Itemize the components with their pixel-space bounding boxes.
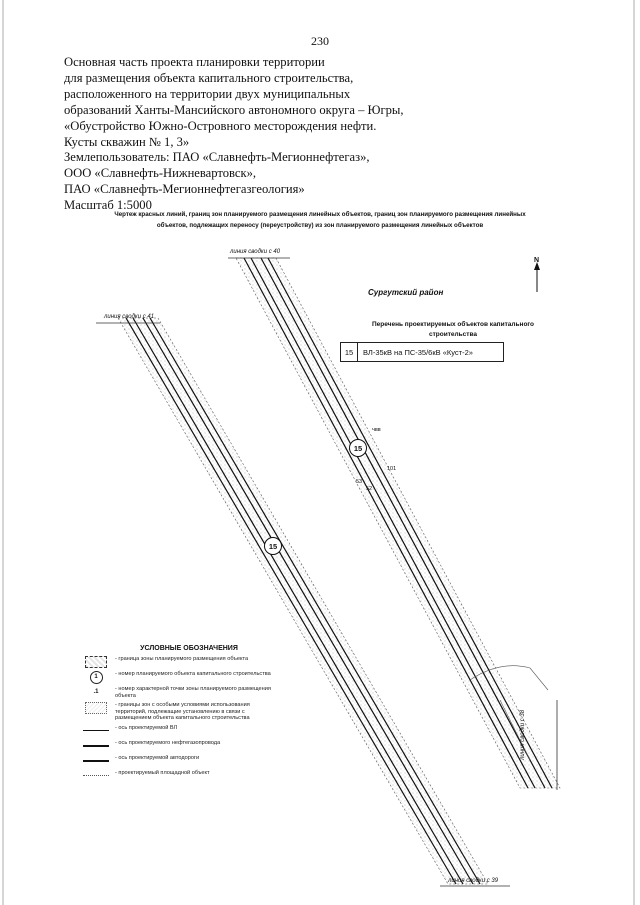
special-zone-icon [85,702,107,714]
header-line: Кусты скважин № 1, 3» [64,134,190,149]
legend-item [83,770,273,782]
legend [83,645,273,785]
objects-list-title: Перечень проектируемых объектов капитального строительства [371,321,535,338]
point-label: 101 [387,466,397,472]
north-label: N [534,257,540,264]
point-label: 52 [366,486,373,492]
header-line: ПАО «Славнефть-Мегионнефтегазгеология» [64,182,305,197]
district-label: Сургутский район [368,288,444,297]
page-number: 230 [311,34,329,48]
legend-item [83,755,273,767]
header-line: «Обустройство Южно-Островного месторождения нефти. [64,118,377,133]
object-name: ВЛ-35кВ на ПС-35/6кВ «Куст-2» [363,347,473,357]
point-number-icon: .1 [93,689,99,695]
legend-text: - проектируемый площадной объект [115,769,210,776]
header-line: ООО «Славнефть-Нижневартовск», [64,166,257,181]
legend-item [83,725,273,737]
legend-item [83,656,273,668]
drawing-title: Чертеж красных линий, границ зон планируемого размещения линейных объектов, границ зон планируемого размещения линейных объектов, подлежащих переносу (переустройству) из зон планируемого размещения линейных объектов [114,211,526,229]
legend-text: - номер планируемого объекта капитального строительства [115,671,271,677]
summary-line-label-top-right: линия сводки с 40 [230,249,281,255]
summary-line-label-bottom: линия сводки с 39 [448,878,499,884]
object-marker: 15 [349,439,367,457]
vl-axis-left-1 [126,318,456,884]
object-number: 15 [341,343,358,361]
summary-line-label-right: линия сводки с 38 [520,709,526,760]
zone-hatched-icon [85,656,107,668]
header-line: для размещения объекта капитального строительства, [64,70,354,85]
circle-number-icon: 1 [90,671,103,684]
point-label: чвв [372,427,381,433]
line-dotted-icon [83,775,109,776]
header-line: расположенного на территории двух муниципальных [64,86,351,101]
legend-text: - ось проектируемой автодороги [115,754,200,761]
object-marker: 15 [264,537,282,555]
legend-text: - ось проектируемой ВЛ [115,724,178,731]
legend-item [83,740,273,752]
legend-item [83,671,273,683]
point-label: 53 [356,479,363,485]
header-line: образований Ханты-Мансийского автономного округа – Югры, [64,102,404,117]
legend-item [83,686,273,699]
line-thick-icon [83,760,109,762]
legend-item [83,702,273,722]
header-line: Основная часть проекта планировки территории [64,55,325,69]
header-line: Масштаб 1:5000 [64,198,152,213]
legend-text: - ось проектируемого нефтегазопровода [115,739,221,746]
objects-list-table [340,342,504,362]
line-thick-icon [83,745,109,747]
header-line: Землепользователь: ПАО «Славнефть-Мегионнефтегаз», [64,150,370,165]
legend-text: - номер характерной точки зоны планируемого размещения объекта [115,686,271,699]
summary-line-label-top-left: линия сводки с 41 [104,314,155,320]
line-thin-icon [83,730,109,731]
vl-axis-left-2 [133,318,463,884]
legend-text: - границы зон с особыми условиями использования территорий, подлежащие установлению в связи с размещением объекта капитального строительства [115,702,250,722]
legend-text: - граница зоны планируемого размещения объекта [115,656,249,662]
legend-title: УСЛОВНЫЕ ОБОЗНАЧЕНИЯ [140,645,238,652]
